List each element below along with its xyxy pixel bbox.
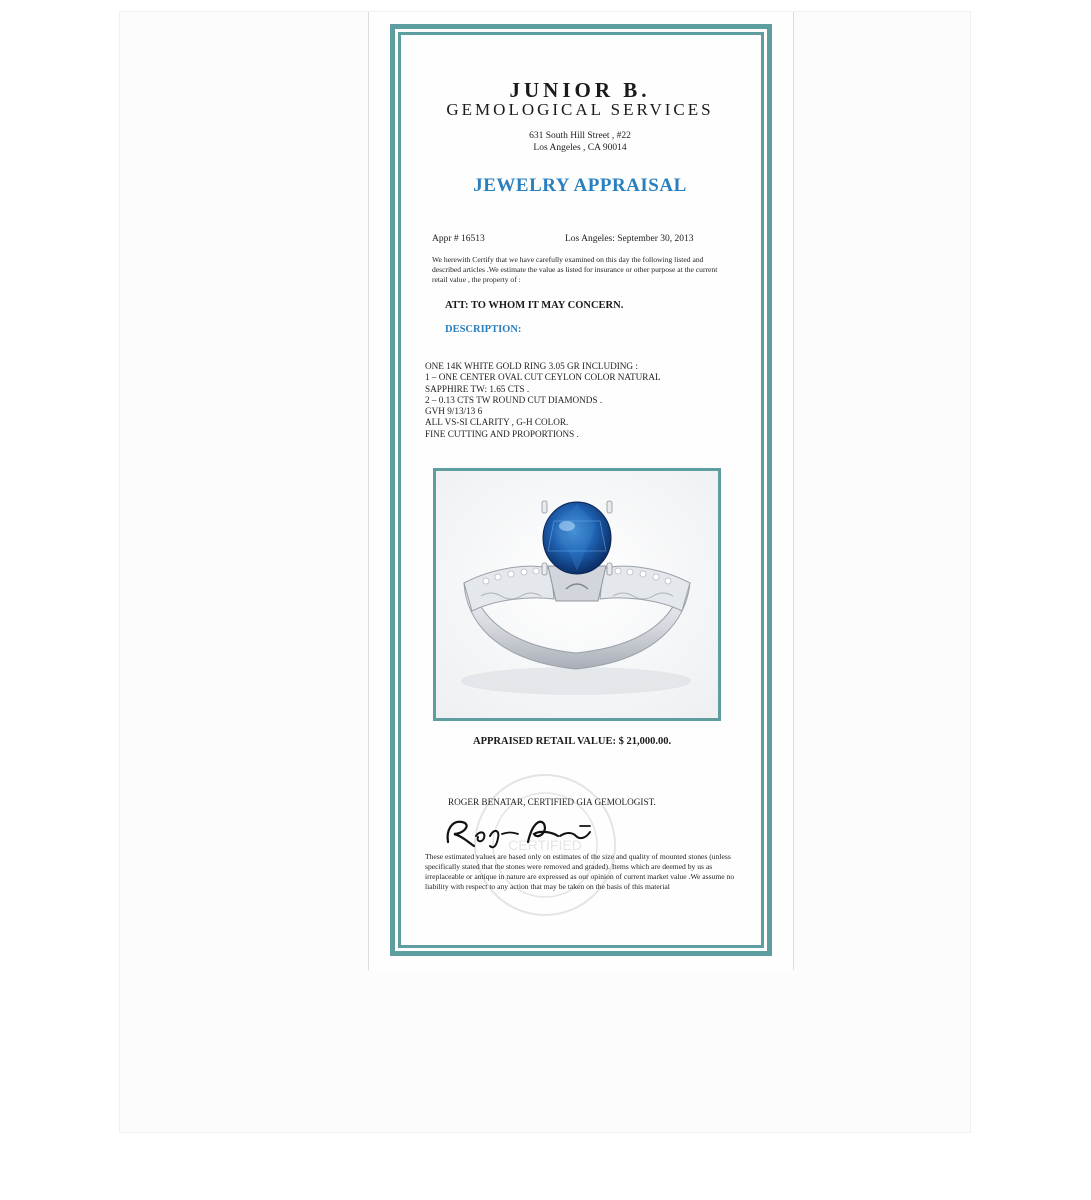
company-name: JUNIOR B. <box>509 78 651 102</box>
svg-text:CERTIFIED: CERTIFIED <box>508 837 582 853</box>
appraised-retail-value: APPRAISED RETAIL VALUE: $ 21,000.00. <box>473 736 672 747</box>
description-line: 1 – ONE CENTER OVAL CUT CEYLON COLOR NATURAL <box>425 372 661 383</box>
certification-statement: We herewith Certify that we have carefully examined on this day the following listed and described articles .We estimate the value as listed for insurance or other purpose at the current retail value , the property of : <box>432 255 718 284</box>
ring-photo-frame <box>433 468 721 721</box>
document-title: JEWELRY APPRAISAL <box>473 175 687 196</box>
description-line: FINE CUTTING AND PROPORTIONS . <box>425 428 579 439</box>
sapphire-ring-image <box>436 471 718 718</box>
description-heading: DESCRIPTION: <box>445 324 522 335</box>
appraisal-place-date: Los Angeles: September 30, 2013 <box>565 234 694 244</box>
description-line: ONE 14K WHITE GOLD RING 3.05 GR INCLUDING : <box>425 361 638 371</box>
description-line: GVH 9/13/13 6 <box>425 406 483 417</box>
handwritten-signature <box>440 812 610 850</box>
description-line: SAPPHIRE TW: 1.65 CTS . <box>425 383 530 394</box>
appraisal-number: Appr # 16513 <box>432 234 485 244</box>
description-list <box>425 361 745 440</box>
address-line-1: 631 South Hill Street , #22 <box>529 131 631 141</box>
disclaimer-text: These estimated values are based only on estimates of the size and quality of mounted stones (unless specifically stated that the stones were removed and graded). Items which are deemed by us as irreplaceable or antique in nature are expressed as our opinion of current market value .We assume no liability with respect to any action that may be taken on the basis of this material <box>425 852 735 891</box>
company-subtitle: GEMOLOGICAL SERVICES <box>446 100 714 119</box>
attention-line: ATT: TO WHOM IT MAY CONCERN. <box>445 300 624 311</box>
description-line: ALL VS-SI CLARITY , G-H COLOR. <box>425 417 569 428</box>
gemologist-name: ROGER BENATAR, CERTIFIED GIA GEMOLOGIST. <box>448 797 656 807</box>
address-line-2: Los Angeles , CA 90014 <box>533 143 627 153</box>
description-line: 2 – 0.13 CTS TW ROUND CUT DIAMONDS . <box>425 394 603 405</box>
